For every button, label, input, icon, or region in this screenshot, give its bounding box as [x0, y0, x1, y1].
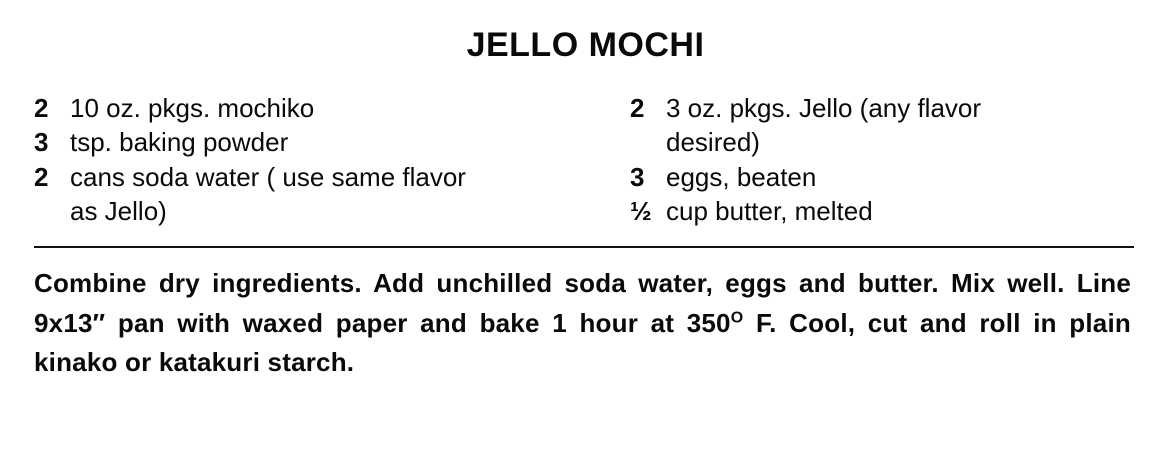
ingredient-quantity: 2 [34, 161, 49, 192]
page-title: JELLO MOCHI [466, 26, 705, 64]
ingredients-section [0, 91, 1161, 228]
directions-part-two: F. Cool, cut and roll in plain kinako or katakuri starch. [34, 307, 1131, 378]
ingredient-text: cup butter, melted [666, 195, 873, 226]
ingredient-quantity: 2 [34, 93, 49, 123]
list-item [34, 125, 612, 159]
section-divider [34, 246, 1134, 248]
ingredient-text: 3 oz. pkgs. Jello (any flavor [666, 93, 982, 123]
list-item [34, 160, 612, 194]
ingredient-text: desired) [666, 127, 760, 158]
ingredient-text: eggs, beaten [666, 161, 817, 192]
ingredient-quantity: 3 [630, 161, 645, 192]
ingredients-column-left [34, 91, 612, 228]
ingredient-quantity: 3 [34, 127, 49, 158]
list-item [630, 91, 1132, 125]
ingredient-text: cans soda water ( use same flavor [70, 161, 466, 192]
ingredient-quantity: ½ [630, 195, 652, 226]
list-item [34, 194, 612, 228]
list-item [630, 194, 1132, 228]
list-item [34, 91, 612, 125]
ingredients-column-right [612, 91, 1132, 228]
ingredient-quantity: 2 [630, 93, 645, 123]
ingredient-text: tsp. baking powder [70, 127, 289, 158]
list-item [630, 125, 1132, 159]
list-item [630, 160, 1132, 194]
directions-part-one: Combine dry ingredients. Add unchilled soda water, eggs and butter. Mix well. Line 9x13″ pan with waxed paper and bake 1 hour at 350 [34, 268, 1131, 338]
ingredient-text: as Jello) [70, 195, 167, 226]
ingredient-text: 10 oz. pkgs. mochiko [70, 93, 315, 123]
directions-text [0, 264, 1161, 383]
degree-marker: O [730, 309, 744, 327]
